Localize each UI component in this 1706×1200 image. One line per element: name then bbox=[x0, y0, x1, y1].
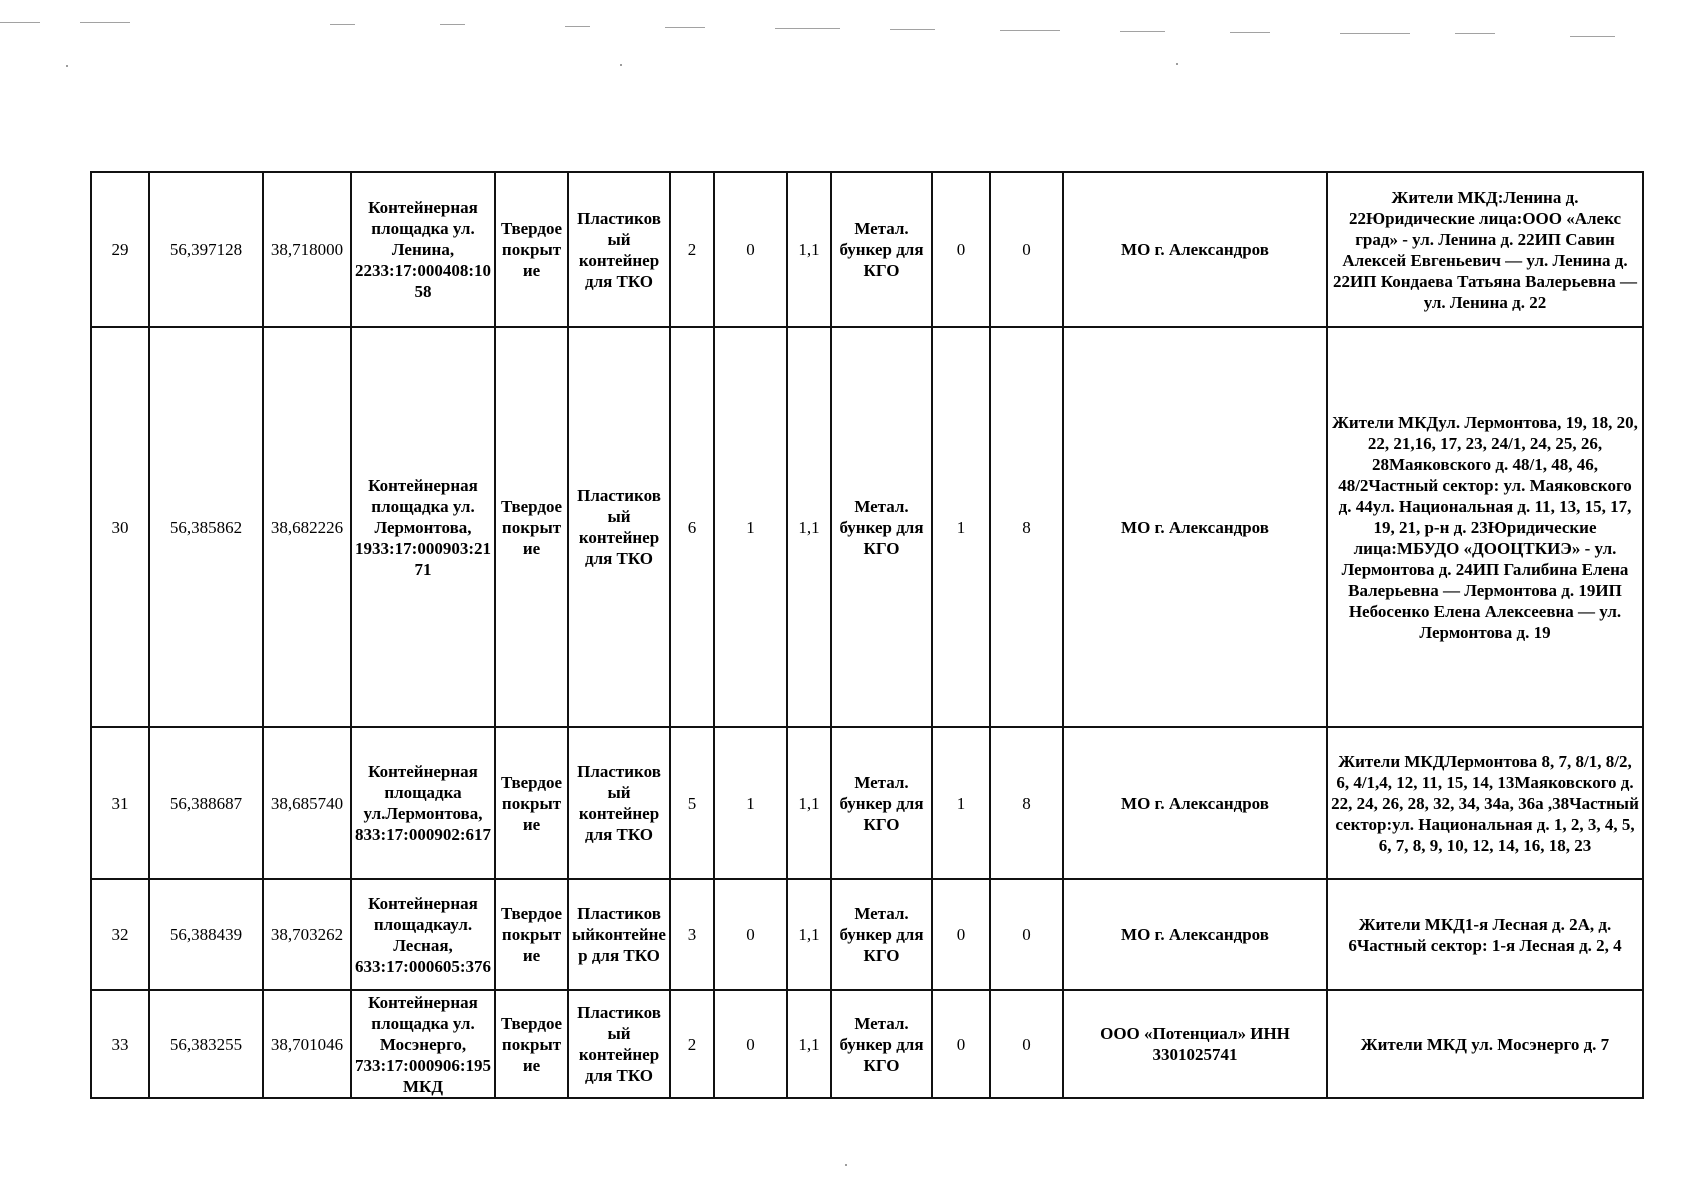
kgo-volume-cell: 8 bbox=[990, 327, 1063, 727]
site-cell: Контейнерная площадка ул. Мосэнерго, 733:17:000906:195 МКД bbox=[351, 990, 495, 1098]
row-number: 33 bbox=[91, 990, 149, 1098]
container-volume-cell: 1,1 bbox=[787, 879, 831, 990]
table-body bbox=[91, 172, 1643, 1098]
table-row bbox=[91, 172, 1643, 327]
longitude-cell: 38,701046 bbox=[263, 990, 351, 1098]
kgo-volume-cell: 0 bbox=[990, 172, 1063, 327]
planned-count-cell: 1 bbox=[714, 327, 787, 727]
table-row bbox=[91, 990, 1643, 1098]
container-volume-cell: 1,1 bbox=[787, 172, 831, 327]
latitude-cell: 56,385862 bbox=[149, 327, 263, 727]
container-type-cell: Пластиковыйконтейнер для ТКО bbox=[568, 879, 670, 990]
surface-cell: Твердое покрытие bbox=[495, 990, 568, 1098]
row-number: 32 bbox=[91, 879, 149, 990]
waste-sources-cell: Жители МКДул. Лермонтова, 19, 18, 20, 22, 21,16, 17, 23, 24/1, 24, 25, 26, 28Маяковского д. 48/1, 48, 46, 48/2Частный сектор: ул. Маяковского д. 44ул. Национальная д. 11, 13, 15, 17, 19, 21, р-н д. 23Юридические лица:МБУДО «ДООЦТКИЭ» - ул. Лермонтова д. 24ИП Галибина Елена Валерьевна — Лермонтова д. 19ИП Небосенко Елена Алексеевна — ул. Лермонтова д. 19 bbox=[1327, 327, 1643, 727]
waste-sources-cell: Жители МКД:Ленина д. 22Юридические лица:ООО «Алекс град» - ул. Ленина д. 22ИП Савин Алексей Евгеньевич — ул. Ленина д. 22ИП Кондаева Татьяна Валерьевна — ул. Ленина д. 22 bbox=[1327, 172, 1643, 327]
surface-cell: Твердое покрытие bbox=[495, 172, 568, 327]
container-type-cell: Пластиковый контейнер для ТКО bbox=[568, 727, 670, 879]
kgo-bunker-cell: Метал. бункер для КГО bbox=[831, 879, 932, 990]
container-volume-cell: 1,1 bbox=[787, 727, 831, 879]
planned-count-cell: 0 bbox=[714, 879, 787, 990]
latitude-cell: 56,388687 bbox=[149, 727, 263, 879]
row-number: 30 bbox=[91, 327, 149, 727]
owner-cell: МО г. Александров bbox=[1063, 727, 1327, 879]
planned-count-cell: 1 bbox=[714, 727, 787, 879]
owner-cell: ООО «Потенциал» ИНН 3301025741 bbox=[1063, 990, 1327, 1098]
owner-cell: МО г. Александров bbox=[1063, 327, 1327, 727]
kgo-bunker-cell: Метал. бункер для КГО bbox=[831, 990, 932, 1098]
surface-cell: Твердое покрытие bbox=[495, 879, 568, 990]
surface-cell: Твердое покрытие bbox=[495, 327, 568, 727]
row-number: 29 bbox=[91, 172, 149, 327]
kgo-count-cell: 1 bbox=[932, 727, 990, 879]
container-type-cell: Пластиковый контейнер для ТКО bbox=[568, 990, 670, 1098]
waste-sources-cell: Жители МКД1-я Лесная д. 2А, д. 6Частный сектор: 1-я Лесная д. 2, 4 bbox=[1327, 879, 1643, 990]
latitude-cell: 56,397128 bbox=[149, 172, 263, 327]
kgo-bunker-cell: Метал. бункер для КГО bbox=[831, 327, 932, 727]
latitude-cell: 56,388439 bbox=[149, 879, 263, 990]
site-cell: Контейнерная площадкаул. Лесная, 633:17:000605:376 bbox=[351, 879, 495, 990]
waste-sources-cell: Жители МКДЛермонтова 8, 7, 8/1, 8/2, 6, 4/1,4, 12, 11, 15, 14, 13Маяковского д. 22, 24, 26, 28, 32, 34, 34а, 36а ,38Частный сектор:ул. Национальная д. 1, 2, 3, 4, 5, 6, 7, 8, 9, 10, 12, 14, 16, 18, 23 bbox=[1327, 727, 1643, 879]
longitude-cell: 38,682226 bbox=[263, 327, 351, 727]
longitude-cell: 38,718000 bbox=[263, 172, 351, 327]
planned-count-cell: 0 bbox=[714, 172, 787, 327]
table-row bbox=[91, 879, 1643, 990]
longitude-cell: 38,703262 bbox=[263, 879, 351, 990]
longitude-cell: 38,685740 bbox=[263, 727, 351, 879]
site-cell: Контейнерная площадка ул.Лермонтова, 833:17:000902:617 bbox=[351, 727, 495, 879]
planned-count-cell: 0 bbox=[714, 990, 787, 1098]
row-number: 31 bbox=[91, 727, 149, 879]
container-type-cell: Пластиковый контейнер для ТКО bbox=[568, 172, 670, 327]
latitude-cell: 56,383255 bbox=[149, 990, 263, 1098]
site-cell: Контейнерная площадка ул. Лермонтова, 1933:17:000903:2171 bbox=[351, 327, 495, 727]
container-count-cell: 2 bbox=[670, 172, 714, 327]
container-count-cell: 3 bbox=[670, 879, 714, 990]
container-count-cell: 6 bbox=[670, 327, 714, 727]
kgo-volume-cell: 8 bbox=[990, 727, 1063, 879]
surface-cell: Твердое покрытие bbox=[495, 727, 568, 879]
owner-cell: МО г. Александров bbox=[1063, 172, 1327, 327]
container-volume-cell: 1,1 bbox=[787, 990, 831, 1098]
kgo-count-cell: 0 bbox=[932, 172, 990, 327]
kgo-volume-cell: 0 bbox=[990, 879, 1063, 990]
container-sites-table bbox=[90, 171, 1644, 1099]
kgo-bunker-cell: Метал. бункер для КГО bbox=[831, 727, 932, 879]
kgo-count-cell: 1 bbox=[932, 327, 990, 727]
owner-cell: МО г. Александров bbox=[1063, 879, 1327, 990]
container-volume-cell: 1,1 bbox=[787, 327, 831, 727]
kgo-bunker-cell: Метал. бункер для КГО bbox=[831, 172, 932, 327]
kgo-count-cell: 0 bbox=[932, 879, 990, 990]
container-type-cell: Пластиковый контейнер для ТКО bbox=[568, 327, 670, 727]
container-count-cell: 2 bbox=[670, 990, 714, 1098]
container-count-cell: 5 bbox=[670, 727, 714, 879]
table-row bbox=[91, 727, 1643, 879]
waste-sources-cell: Жители МКД ул. Мосэнерго д. 7 bbox=[1327, 990, 1643, 1098]
table-row bbox=[91, 327, 1643, 727]
kgo-count-cell: 0 bbox=[932, 990, 990, 1098]
kgo-volume-cell: 0 bbox=[990, 990, 1063, 1098]
site-cell: Контейнерная площадка ул. Ленина, 2233:17:000408:1058 bbox=[351, 172, 495, 327]
